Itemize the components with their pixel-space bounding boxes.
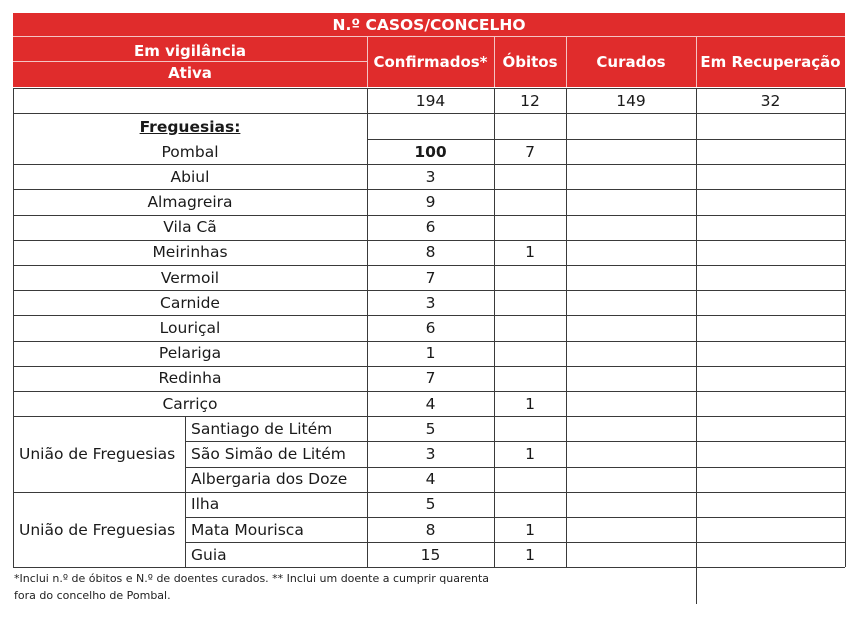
header-separator: [367, 37, 368, 87]
grid-line: [367, 88, 368, 567]
grid-line: [13, 113, 845, 114]
header-curados: Curados: [566, 37, 696, 87]
union-member-confirmados: 8: [425, 520, 436, 539]
parish-obitos: 1: [525, 243, 535, 262]
parish-confirmados: 7: [425, 268, 436, 287]
union-member-confirmados: 15: [420, 545, 441, 564]
header-vigilancia-line1: Em vigilância: [134, 42, 246, 60]
parish-obitos: 1: [525, 394, 535, 413]
parish-name: Vila Cã: [163, 218, 217, 237]
grid-line: [13, 265, 845, 266]
parish-confirmados: 7: [425, 369, 436, 388]
freguesias-heading: Freguesias:: [139, 117, 241, 136]
union-member-obitos: [494, 492, 566, 517]
grid-line: [13, 416, 845, 417]
header-confirmados: Confirmados*: [367, 37, 494, 87]
header-separator: [13, 61, 367, 62]
parish-name: Carnide: [160, 293, 220, 312]
parish-name: Almagreira: [147, 192, 233, 211]
parish-confirmados: 4: [425, 394, 436, 413]
grid-line: [185, 441, 845, 442]
table-title: N.º CASOS/CONCELHO: [13, 13, 845, 37]
grid-line: [185, 492, 186, 568]
parish-name: Louriçal: [159, 318, 221, 337]
parish-name: Abiul: [170, 167, 210, 186]
union-member-name: Santiago de Litém: [191, 419, 333, 438]
grid-line: [367, 139, 566, 140]
header-obitos: Óbitos: [494, 37, 566, 87]
parish-name: Carriço: [162, 394, 218, 413]
grid-line: [185, 542, 845, 543]
footnote-line-1: *Inclui n.º de óbitos e N.º de doentes curados. ** Inclui um doente a cumprir quarenta: [14, 572, 490, 585]
union-member-confirmados: 5: [425, 495, 436, 514]
grid-line: [13, 492, 845, 493]
parish-confirmados: 100: [414, 142, 447, 161]
grid-line: [845, 88, 846, 567]
parish-obitos: [494, 215, 566, 240]
parish-obitos: [494, 315, 566, 340]
grid-line: [13, 189, 845, 190]
union-member-name: Albergaria dos Doze: [191, 470, 348, 489]
grid-line: [696, 88, 697, 604]
grid-line: [13, 391, 845, 392]
total-confirmados: 194: [415, 92, 446, 110]
parish-confirmados: 6: [425, 218, 436, 237]
parish-confirmados: 8: [425, 243, 436, 262]
header-separator: [13, 36, 845, 37]
grid-line: [13, 215, 845, 216]
union-member-confirmados: 3: [425, 444, 436, 463]
parish-confirmados: 3: [425, 293, 436, 312]
parish-confirmados: 6: [425, 318, 436, 337]
grid-line: [13, 240, 845, 241]
header-separator: [566, 37, 567, 87]
union-member-obitos: 1: [525, 545, 535, 564]
union-member-obitos: 1: [525, 444, 535, 463]
union-label: União de Freguesias: [19, 444, 176, 463]
grid-line: [566, 88, 567, 567]
union-member-obitos: [494, 467, 566, 492]
parish-obitos: [494, 341, 566, 366]
parish-name: Vermoil: [160, 268, 220, 287]
union-member-confirmados: 5: [425, 419, 436, 438]
footnote-line-2: fora do concelho de Pombal.: [14, 589, 171, 602]
parish-obitos: [494, 265, 566, 290]
parish-name: Meirinhas: [152, 243, 228, 262]
union-member-name: Mata Mourisca: [191, 520, 304, 539]
footnote: [14, 570, 489, 604]
parish-obitos: 7: [525, 142, 535, 161]
grid-line: [13, 164, 845, 165]
header-vigilancia-line2: Ativa: [168, 64, 212, 82]
grid-line: [13, 341, 845, 342]
total-obitos: 12: [520, 92, 540, 110]
parish-obitos: [494, 164, 566, 189]
total-recuperacao: 32: [760, 92, 781, 110]
header-separator: [696, 37, 697, 87]
header-separator: [494, 37, 495, 87]
union-member-name: Guia: [191, 545, 227, 564]
grid-line: [13, 366, 845, 367]
grid-line: [185, 416, 186, 492]
total-vigilancia: [13, 89, 367, 113]
parish-obitos: [494, 366, 566, 391]
union-member-name: Ilha: [191, 495, 220, 514]
parish-confirmados: 3: [425, 167, 436, 186]
parish-obitos: [494, 290, 566, 315]
union-member-obitos: [494, 416, 566, 441]
grid-line: [13, 315, 845, 316]
union-label: União de Freguesias: [19, 520, 176, 539]
parish-obitos: [494, 189, 566, 214]
total-curados: 149: [616, 92, 646, 110]
header-recuperacao: Em Recuperação: [696, 37, 845, 87]
union-member-confirmados: 4: [425, 470, 436, 489]
parish-name: Pelariga: [158, 344, 222, 363]
union-member-obitos: 1: [525, 520, 535, 539]
grid-line: [13, 567, 845, 568]
parish-confirmados: 1: [425, 344, 436, 363]
grid-line: [185, 467, 845, 468]
parish-name: Pombal: [161, 142, 219, 161]
grid-line: [13, 290, 845, 291]
grid-line: [566, 139, 845, 140]
grid-line: [13, 88, 845, 89]
union-member-name: São Simão de Litém: [191, 444, 346, 463]
grid-line: [185, 517, 845, 518]
parish-confirmados: 9: [425, 192, 436, 211]
parish-name: Redinha: [158, 369, 222, 388]
grid-line: [13, 88, 14, 567]
header-vigilancia: [13, 37, 367, 87]
grid-line: [494, 88, 495, 567]
